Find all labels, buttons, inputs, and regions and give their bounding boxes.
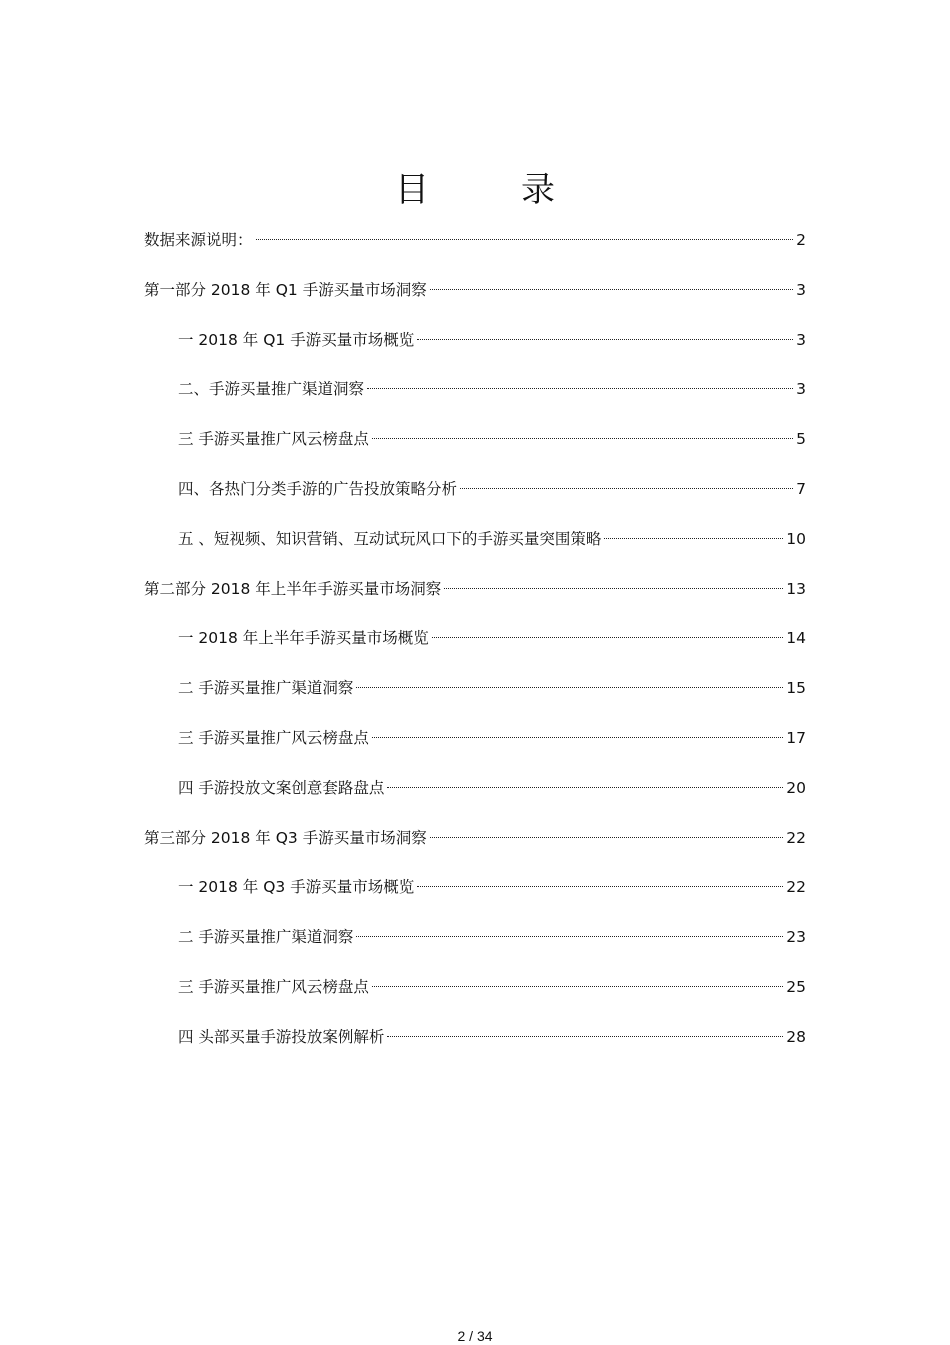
- toc-entry-label: 一 2018 年 Q1 手游买量市场概览: [178, 330, 415, 349]
- toc-entry-page: 13: [786, 579, 806, 598]
- toc-dot-leader: [256, 239, 794, 240]
- toc-entry[interactable]: [144, 575, 806, 625]
- toc-entry[interactable]: [144, 973, 806, 1023]
- toc-entry[interactable]: [144, 375, 806, 425]
- toc-entry-label: 三 手游买量推广风云榜盘点: [178, 728, 369, 747]
- table-of-contents: [144, 226, 806, 1073]
- toc-entry-page: 25: [786, 977, 806, 996]
- toc-dot-leader: [430, 289, 793, 290]
- toc-entry-page: 10: [786, 529, 806, 548]
- page-number-footer: 2 / 34: [457, 1328, 493, 1344]
- toc-entry[interactable]: [144, 873, 806, 923]
- toc-dot-leader: [356, 687, 783, 688]
- toc-dot-leader: [372, 438, 793, 439]
- toc-entry-page: 14: [786, 629, 806, 648]
- toc-entry-label: 第一部分 2018 年 Q1 手游买量市场洞察: [144, 280, 427, 299]
- toc-entry-page: 3: [796, 280, 806, 299]
- toc-title-char-1: 目: [395, 170, 429, 210]
- toc-entry-page: 20: [786, 778, 806, 797]
- toc-entry-page: 3: [796, 330, 806, 349]
- toc-dot-leader: [444, 588, 783, 589]
- toc-entry-page: 2: [796, 231, 806, 249]
- toc-entry-label: 二 手游买量推广渠道洞察: [178, 679, 354, 698]
- toc-entry[interactable]: [144, 624, 806, 674]
- toc-entry-label: 第三部分 2018 年 Q3 手游买量市场洞察: [144, 828, 427, 847]
- toc-entry-page: 3: [796, 380, 806, 399]
- toc-dot-leader: [604, 538, 783, 539]
- toc-entry[interactable]: [144, 923, 806, 973]
- toc-entry-page: 5: [796, 430, 806, 449]
- toc-entry-label: 二 手游买量推广渠道洞察: [178, 928, 354, 947]
- toc-dot-leader: [460, 488, 793, 489]
- toc-entry-label: 二、手游买量推广渠道洞察: [178, 380, 365, 399]
- toc-entry[interactable]: [144, 326, 806, 376]
- toc-dot-leader: [356, 936, 783, 937]
- toc-entry-label: 四、各热门分类手游的广告投放策略分析: [178, 479, 458, 498]
- toc-entry-label: 五 、短视频、知识营销、互动试玩风口下的手游买量突围策略: [178, 529, 602, 548]
- toc-entry-label: 三 手游买量推广风云榜盘点: [178, 977, 369, 996]
- toc-entry[interactable]: [144, 226, 806, 276]
- toc-entry-label: 一 2018 年上半年手游买量市场概览: [178, 629, 429, 648]
- toc-entry[interactable]: [144, 1023, 806, 1073]
- toc-dot-leader: [372, 737, 783, 738]
- toc-entry[interactable]: [144, 276, 806, 326]
- toc-entry-page: 23: [786, 928, 806, 947]
- toc-dot-leader: [387, 787, 783, 788]
- toc-entry[interactable]: [144, 724, 806, 774]
- toc-entry[interactable]: [144, 475, 806, 525]
- toc-dot-leader: [432, 637, 783, 638]
- toc-entry[interactable]: [144, 425, 806, 475]
- toc-entry-label: 三 手游买量推广风云榜盘点: [178, 430, 369, 449]
- toc-dot-leader: [417, 886, 783, 887]
- toc-dot-leader: [372, 986, 783, 987]
- toc-title: [0, 168, 950, 212]
- toc-entry-label: 四 头部买量手游投放案例解析: [178, 1027, 385, 1046]
- toc-dot-leader: [387, 1036, 783, 1037]
- toc-entry[interactable]: [144, 774, 806, 824]
- toc-entry-page: 22: [786, 878, 806, 897]
- toc-entry-label: 数据来源说明：: [144, 231, 253, 249]
- toc-entry-page: 15: [786, 679, 806, 698]
- toc-title-char-2: 录: [521, 170, 555, 210]
- toc-dot-leader: [417, 339, 793, 340]
- toc-entry-page: 7: [796, 479, 806, 498]
- toc-dot-leader: [430, 837, 784, 838]
- toc-entry-label: 第二部分 2018 年上半年手游买量市场洞察: [144, 579, 442, 598]
- toc-entry[interactable]: [144, 824, 806, 874]
- toc-dot-leader: [367, 388, 793, 389]
- toc-entry-label: 四 手游投放文案创意套路盘点: [178, 778, 385, 797]
- toc-entry[interactable]: [144, 525, 806, 575]
- toc-entry[interactable]: [144, 674, 806, 724]
- toc-entry-label: 一 2018 年 Q3 手游买量市场概览: [178, 878, 415, 897]
- toc-entry-page: 22: [786, 828, 806, 847]
- toc-entry-page: 28: [786, 1027, 806, 1046]
- toc-entry-page: 17: [786, 728, 806, 747]
